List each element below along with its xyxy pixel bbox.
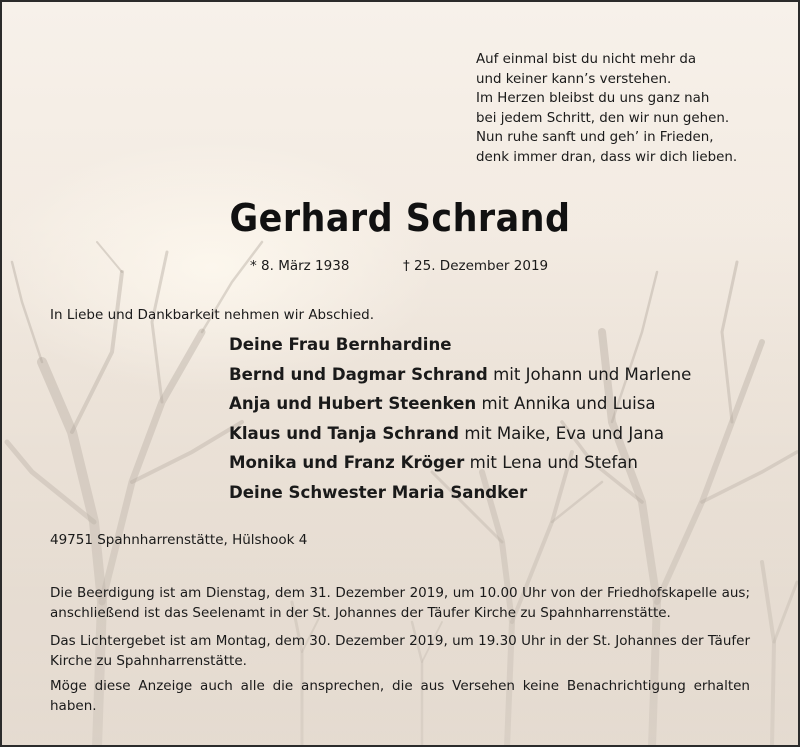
death-date: † 25. Dezember 2019 bbox=[403, 258, 549, 274]
notice-content bbox=[2, 2, 798, 745]
family-row bbox=[229, 360, 691, 390]
family-row bbox=[229, 419, 691, 449]
poem-line: Im Herzen bleibst du uns ganz nah bbox=[476, 91, 710, 107]
farewell-text: In Liebe und Dankbarkeit nehmen wir Abschied. bbox=[50, 307, 375, 323]
family-row bbox=[229, 448, 691, 478]
family-names: Bernd und Dagmar Schrand bbox=[229, 364, 488, 384]
family-names: Monika und Franz Kröger bbox=[229, 453, 465, 472]
family-children: mit Johann und Marlene bbox=[493, 364, 692, 384]
family-row bbox=[229, 389, 691, 419]
family-names: Anja und Hubert Steenken bbox=[229, 394, 477, 413]
poem-line: und keiner kann’s verstehen. bbox=[476, 71, 672, 87]
notification-note: Möge diese Anzeige auch alle die ansprechen, die aus Versehen keine Benachrichtigung erhalten haben. bbox=[50, 678, 750, 714]
family-row bbox=[229, 330, 691, 360]
family-children: mit Lena und Stefan bbox=[469, 453, 638, 472]
memorial-poem bbox=[476, 50, 737, 168]
funeral-info: Die Beerdigung ist am Dienstag, dem 31. Dezember 2019, um 10.00 Uhr von der Friedhofskapelle aus; anschließend ist das Seelenamt in der St. Johannes der Täufer Kirche zu Spahnharrenstätte. bbox=[50, 585, 750, 621]
poem-line: denk immer dran, dass wir dich lieben. bbox=[476, 149, 738, 165]
poem-line: Nun ruhe sanft und geh’ in Frieden, bbox=[476, 130, 714, 146]
prayer-info: Das Lichtergebet ist am Montag, dem 30. Dezember 2019, um 19.30 Uhr in der St. Johannes der Täufer Kirche zu Spahnharrenstätte. bbox=[50, 633, 750, 669]
family-list bbox=[229, 330, 691, 507]
poem-line: bei jedem Schritt, den wir nun gehen. bbox=[476, 110, 730, 126]
birth-date: * 8. März 1938 bbox=[250, 258, 350, 274]
family-names: Klaus und Tanja Schrand bbox=[229, 423, 460, 443]
family-address: 49751 Spahnharrenstätte, Hülshook 4 bbox=[50, 532, 308, 548]
family-children: mit Annika und Luisa bbox=[481, 394, 656, 413]
family-children: mit Maike, Eva und Jana bbox=[464, 423, 665, 443]
deceased-name: Gerhard Schrand bbox=[229, 196, 571, 240]
family-row bbox=[229, 478, 691, 508]
poem-line: Auf einmal bist du nicht mehr da bbox=[476, 52, 697, 67]
family-names: Deine Schwester Maria Sandker bbox=[229, 482, 528, 502]
family-names: Deine Frau Bernhardine bbox=[229, 335, 452, 354]
